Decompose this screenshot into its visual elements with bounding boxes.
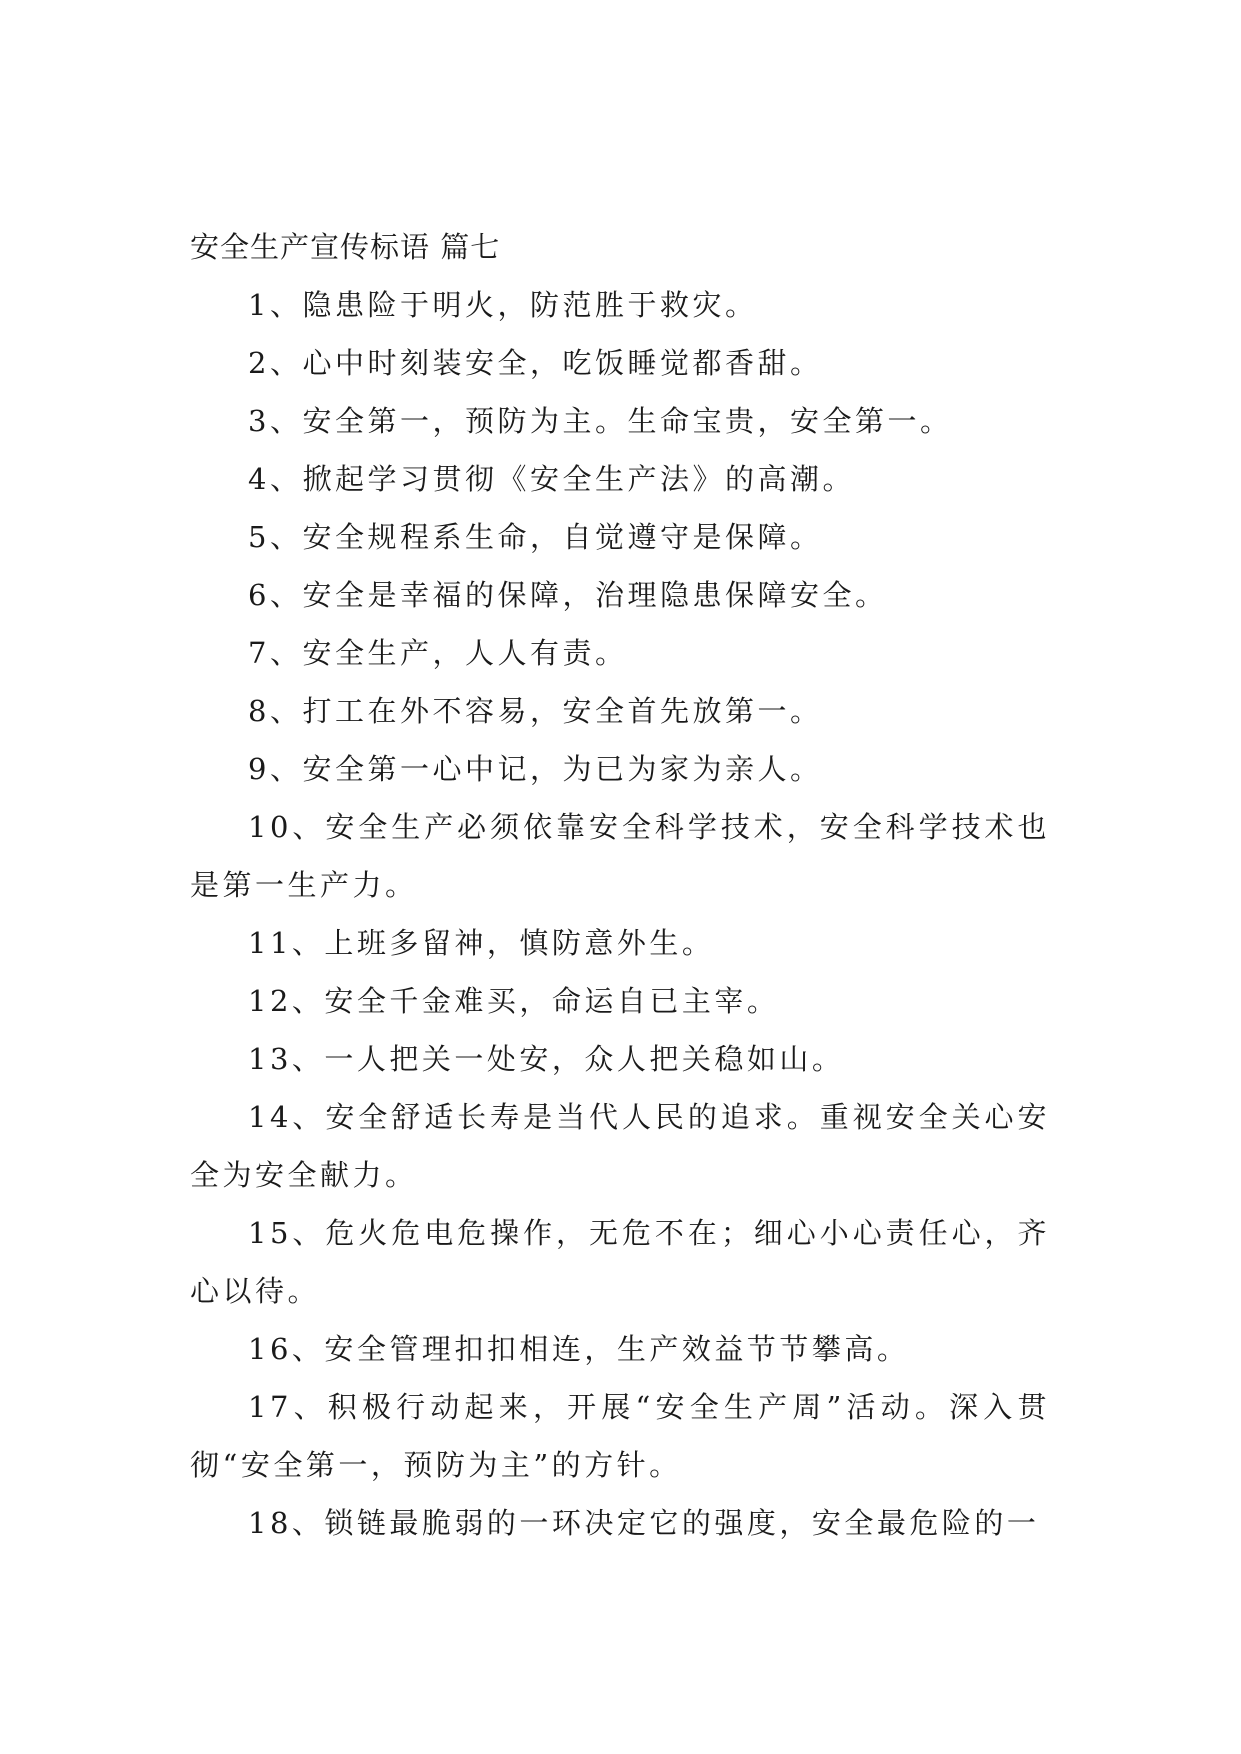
slogan-item: 4、掀起学习贯彻《安全生产法》的高潮。 (248, 462, 855, 496)
slogan-item: 14、安全舒适长寿是当代人民的追求。重视安全关心安全为安全献力。 (190, 1100, 1050, 1192)
slogan-item: 13、一人把关一处安，众人把关稳如山。 (248, 1042, 845, 1076)
slogan-item: 12、安全千金难买，命运自已主宰。 (248, 984, 780, 1018)
slogan-item: 18、锁链最脆弱的一环决定它的强度，安全最危险的一 (248, 1506, 1040, 1540)
slogan-item: 6、安全是幸福的保障，治理隐患保障安全。 (248, 578, 888, 612)
slogan-item: 15、危火危电危操作，无危不在；细心小心责任心，齐心以待。 (190, 1216, 1050, 1308)
slogan-item: 17、积极行动起来，开展“安全生产周”活动。深入贯彻“安全第一，预防为主”的方针。 (190, 1390, 1050, 1482)
slogan-item: 8、打工在外不容易，安全首先放第一。 (248, 694, 823, 728)
slogan-item: 10、安全生产必须依靠安全科学技术，安全科学技术也是第一生产力。 (190, 810, 1050, 902)
slogan-item: 5、安全规程系生命，自觉遵守是保障。 (248, 520, 823, 554)
slogan-item: 3、安全第一，预防为主。生命宝贵，安全第一。 (248, 404, 953, 438)
slogan-item: 2、心中时刻装安全，吃饭睡觉都香甜。 (248, 346, 823, 380)
document-page (190, 218, 1050, 1552)
slogan-item: 16、安全管理扣扣相连，生产效益节节攀高。 (248, 1332, 910, 1366)
slogan-item: 7、安全生产，人人有责。 (248, 636, 628, 670)
slogan-item: 11、上班多留神，慎防意外生。 (248, 926, 715, 960)
slogan-item: 1、隐患险于明火，防范胜于救灾。 (248, 288, 758, 322)
document-title: 安全生产宣传标语 篇七 (190, 230, 501, 264)
slogan-item: 9、安全第一心中记，为已为家为亲人。 (248, 752, 823, 786)
